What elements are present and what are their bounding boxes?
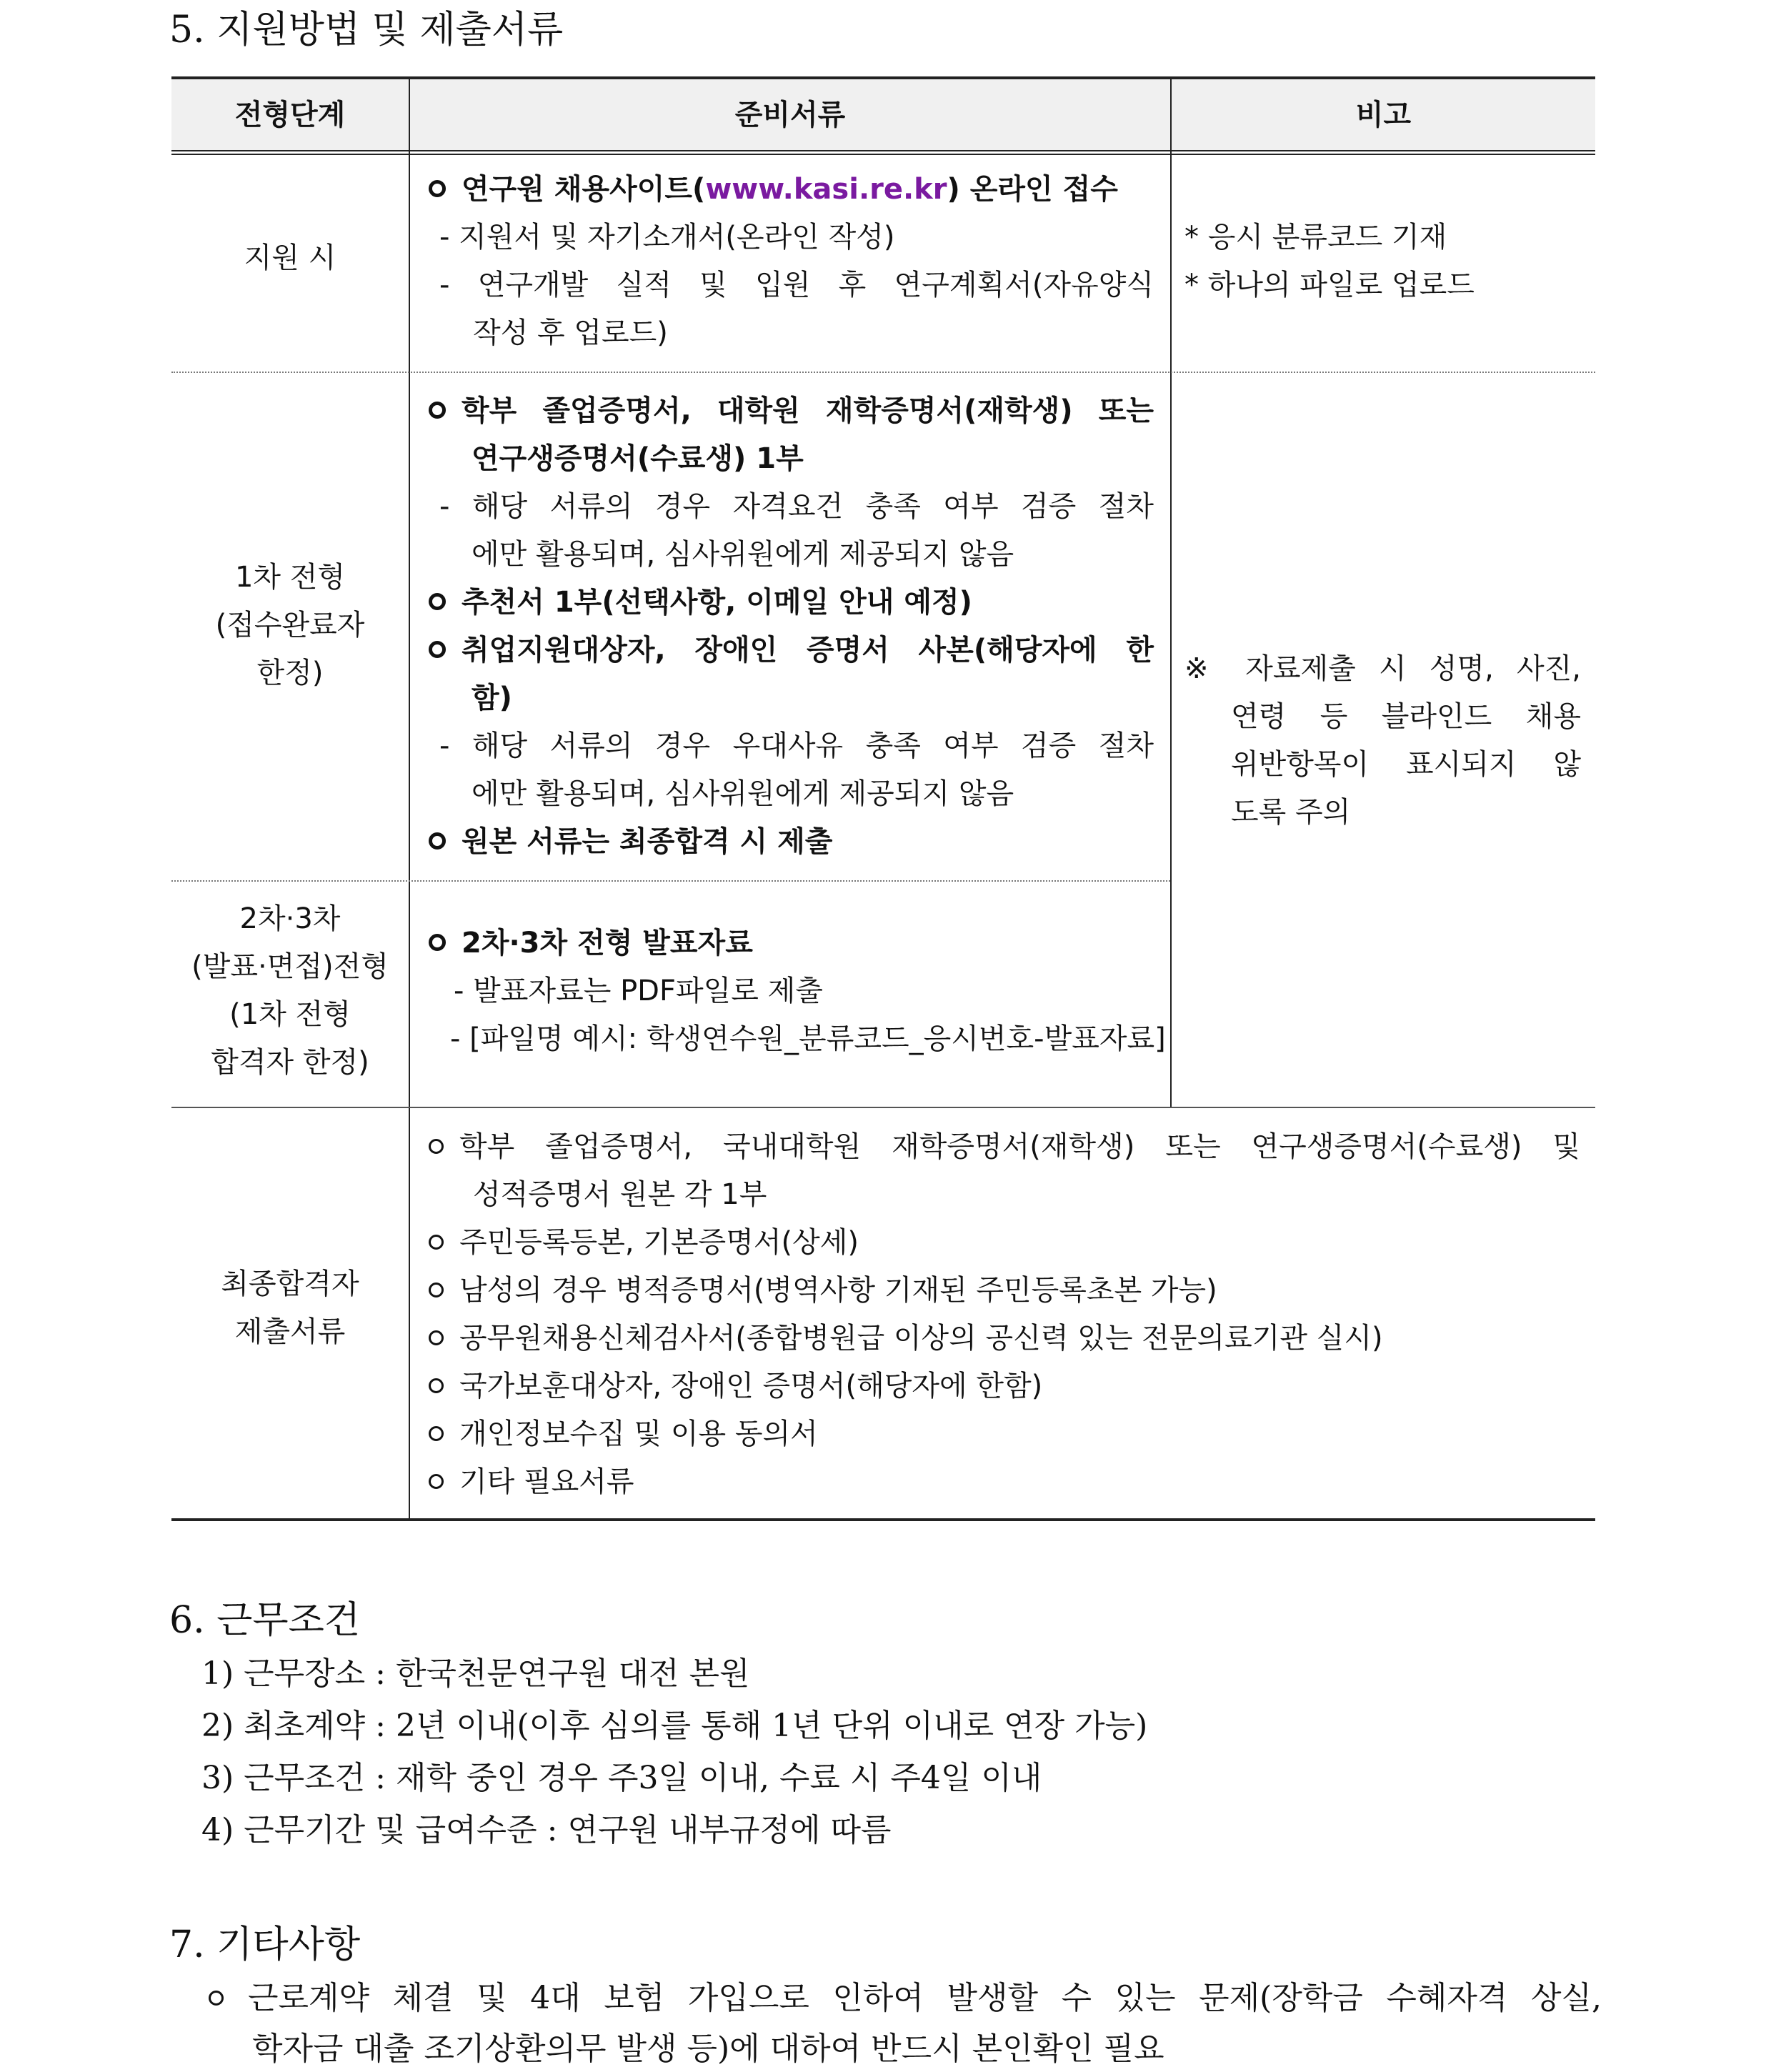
column-divider-1 (409, 79, 410, 1518)
row2-dash-2a: - 해당 서류의 경우 우대사유 충족 여부 검증 절차 (439, 729, 1154, 762)
section-5-title: 5. 지원방법 및 제출서류 (169, 9, 564, 51)
row1-bullet: 연구원 채용사이트(www.kasi.re.kr) 온라인 접수 (429, 166, 1118, 214)
row2-stage-line-1: 1차 전형 (234, 561, 346, 594)
row2-stage-line-3: 한정) (256, 657, 324, 689)
other-notes-line-2: 학자금 대출 조기상환의무 발생 등)에 대하여 반드시 본인확인 필요 (252, 2031, 1164, 2067)
row2-bullet-1a: 학부 졸업증명서, 대학원 재학증명서(재학생) 또는 (429, 387, 1154, 435)
header-stage: 전형단계 (234, 99, 346, 131)
row3-dash-2: - [파일명 예시: 학생연수원_분류코드_응시번호-발표자료] (450, 1022, 1166, 1055)
bullet-icon (429, 1426, 444, 1441)
bullet-icon (429, 1378, 444, 1393)
row2-note-d: 도록 주의 (1231, 796, 1351, 829)
table-bottom-border (171, 1518, 1595, 1521)
row2-bullet-3a: 취업지원대상자, 장애인 증명서 사본(해당자에 한 (429, 627, 1154, 674)
row4-item-1a: 학부 졸업증명서, 국내대학원 재학증명서(재학생) 또는 연구생증명서(수료생) 및 (429, 1123, 1580, 1171)
row4-item-5: 국가보훈대상자, 장애인 증명서(해당자에 한함) (429, 1363, 1042, 1410)
work-condition-2: 2) 최초계약 : 2년 이내(이후 심의를 통해 1년 단위 이내로 연장 가능) (201, 1708, 1148, 1744)
row-divider-3 (171, 1107, 1595, 1108)
bullet-icon (429, 1235, 444, 1250)
row4-item-1b: 성적증명서 원본 각 1부 (473, 1178, 767, 1211)
section-7-title: 7. 기타사항 (169, 1923, 361, 1966)
row1-note-1: * 응시 분류코드 기재 (1184, 221, 1447, 254)
header-border-2 (171, 154, 1595, 155)
row2-note-c: 위반항목이 표시되지 않 (1231, 748, 1581, 781)
row2-bullet-4: 원본 서류는 최종합격 시 제출 (429, 818, 832, 866)
row1-stage: 지원 시 (244, 241, 336, 274)
row3-stage-line-3: (1차 전형 (229, 998, 351, 1031)
header-note: 비고 (1355, 99, 1412, 131)
row3-dash-1: - 발표자료는 PDF파일로 제출 (454, 975, 823, 1007)
row1-note-2: * 하나의 파일로 업로드 (1184, 269, 1475, 302)
row2-bullet-1b: 연구생증명서(수료생) 1부 (472, 442, 804, 475)
work-condition-4: 4) 근무기간 및 급여수준 : 연구원 내부규정에 따름 (201, 1812, 892, 1848)
row4-item-3: 남성의 경우 병적증명서(병역사항 기재된 주민등록초본 가능) (429, 1267, 1217, 1315)
row2-bullet-2: 추천서 1부(선택사항, 이메일 안내 예정) (429, 579, 972, 627)
row2-stage-line-2: (접수완료자 (215, 609, 365, 642)
other-notes-line-1: 근로계약 체결 및 4대 보험 가입으로 인하여 발생할 수 있는 문제(장학금 수혜자격 상실, (209, 1976, 1602, 2021)
work-condition-1: 1) 근무장소 : 한국천문연구원 대전 본원 (201, 1655, 750, 1692)
row-divider-2 (171, 880, 1170, 882)
bullet-icon (429, 934, 446, 951)
row3-stage-line-4: 합격자 한정) (211, 1046, 369, 1079)
bullet-icon (429, 180, 446, 197)
section-6-title: 6. 근무조건 (169, 1599, 361, 1642)
bullet-icon (209, 1991, 224, 2006)
row4-item-4: 공무원채용신체검사서(종합병원급 이상의 공신력 있는 전문의료기관 실시) (429, 1315, 1383, 1363)
row3-stage-line-2: (발표·면접)전형 (191, 950, 389, 983)
bullet-icon (429, 402, 446, 419)
row2-note-a: ※ 자료제출 시 성명, 사진, (1184, 652, 1581, 685)
row4-stage-line-1: 최종합격자 (221, 1267, 359, 1300)
row2-dash-1b: 에만 활용되며, 심사위원에게 제공되지 않음 (472, 538, 1014, 571)
row4-item-7: 기타 필요서류 (429, 1458, 634, 1506)
kasi-website-link[interactable]: www.kasi.re.kr (705, 173, 947, 206)
row4-item-6: 개인정보수집 및 이용 동의서 (429, 1410, 818, 1458)
row2-bullet-3b: 함) (472, 682, 512, 714)
bullet-icon (429, 641, 446, 658)
row4-stage-line-2: 제출서류 (234, 1315, 346, 1348)
row-divider-1 (171, 372, 1595, 373)
row1-dash-2a: - 연구개발 실적 및 입원 후 연구계획서(자유양식 (439, 269, 1154, 302)
bullet-icon (429, 1139, 444, 1154)
row2-dash-1a: - 해당 서류의 경우 자격요건 충족 여부 검증 절차 (439, 490, 1154, 523)
row3-bullet: 2차·3차 전형 발표자료 (429, 920, 753, 967)
row3-stage-line-1: 2차·3차 (239, 902, 341, 935)
row4-item-2: 주민등록등본, 기본증명서(상세) (429, 1219, 859, 1267)
header-documents: 준비서류 (734, 99, 846, 131)
bullet-icon (429, 1330, 444, 1345)
row2-dash-2b: 에만 활용되며, 심사위원에게 제공되지 않음 (472, 777, 1014, 810)
bullet-icon (429, 593, 446, 610)
row1-dash-2b: 작성 후 업로드) (473, 317, 668, 349)
bullet-icon (429, 1474, 444, 1489)
row1-dash-1: - 지원서 및 자기소개서(온라인 작성) (439, 221, 895, 254)
row2-note-b: 연령 등 블라인드 채용 (1231, 700, 1581, 733)
documents-table (171, 76, 1595, 1521)
work-condition-3: 3) 근무조건 : 재학 중인 경우 주3일 이내, 수료 시 주4일 이내 (201, 1760, 1042, 1796)
bullet-icon (429, 832, 446, 850)
bullet-icon (429, 1282, 444, 1298)
column-divider-2 (1170, 79, 1172, 1107)
